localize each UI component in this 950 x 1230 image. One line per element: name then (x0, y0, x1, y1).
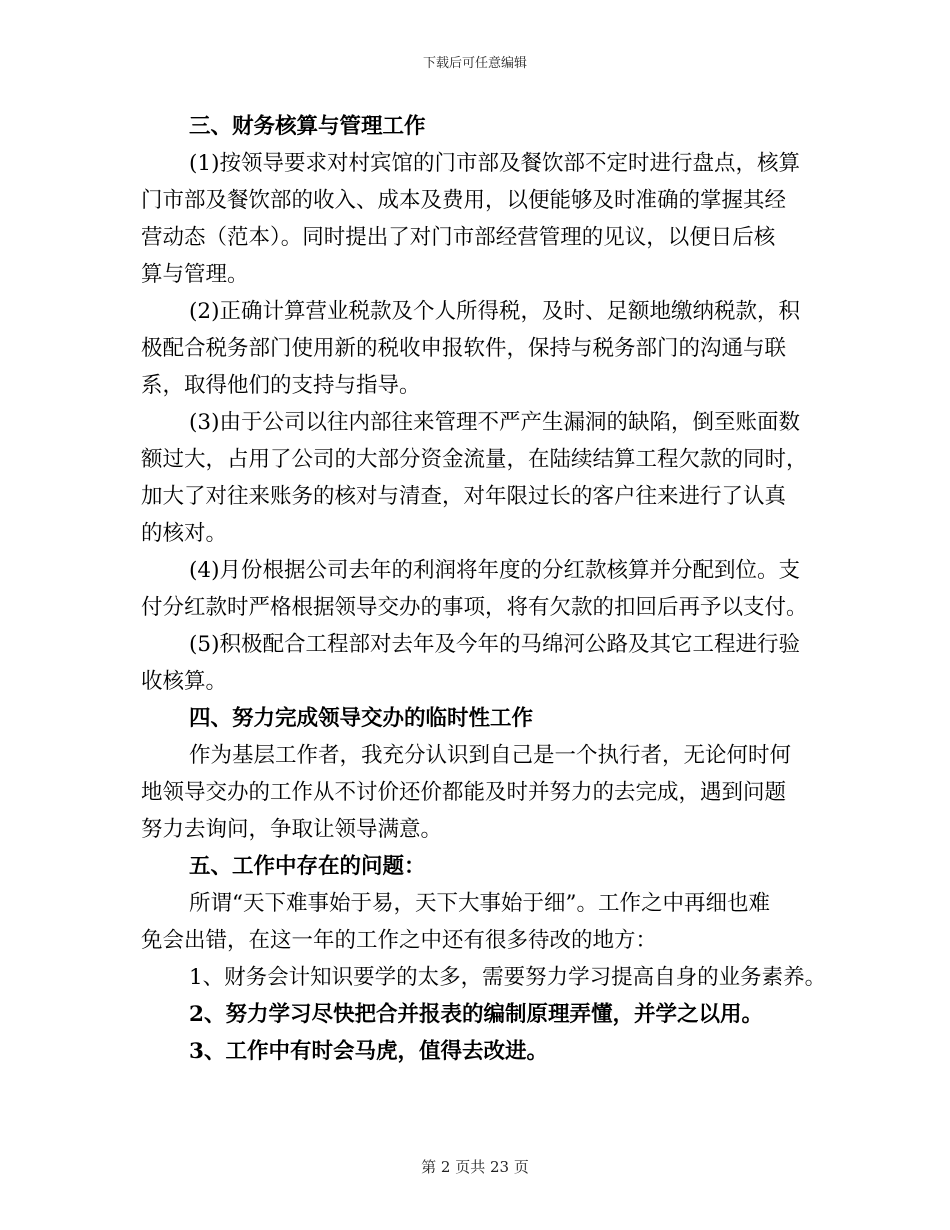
page-header: 下载后可任意编辑 (422, 56, 527, 71)
document-body (141, 108, 827, 1070)
paragraph-line: 努力去询问，争取让领导满意。 (141, 817, 443, 842)
section-heading-5: 五、工作中存在的问题： (189, 854, 426, 879)
list-item-2: 2、努力学习尽快把合并报表的编制原理弄懂，并学之以用。 (189, 1002, 763, 1027)
section-heading-3: 三、财务核算与管理工作 (189, 114, 426, 139)
paragraph-line: 算与管理。 (141, 262, 249, 287)
paragraph-line: 付分红款时严格根据领导交办的事项，将有欠款的扣回后再予以支付。 (141, 595, 808, 620)
paragraph-line: 加大了对往来账务的核对与清查，对年限过长的客户往来进行了认真 (141, 484, 787, 509)
paragraph-line: (1)按领导要求对村宾馆的门市部及餐饮部不定时进行盘点，核算 (189, 151, 800, 176)
paragraph-line: 额过大，占用了公司的大部分资金流量，在陆续结算工程欠款的同时， (141, 447, 808, 472)
paragraph-line: 所谓“天下难事始于易，天下大事始于细”。工作之中再细也难 (189, 891, 770, 916)
paragraph-line: (3)由于公司以往内部往来管理不严产生漏洞的缺陷，倒至账面数 (189, 410, 800, 435)
paragraph-line: (2)正确计算营业税款及个人所得税，及时、足额地缴纳税款，积 (189, 299, 800, 324)
paragraph-line: 免会出错，在这一年的工作之中还有很多待改的地方： (141, 928, 658, 953)
paragraph-line: 作为基层工作者，我充分认识到自己是一个执行者，无论何时何 (189, 743, 792, 768)
page-footer: 第 2 页共 23 页 (421, 1158, 529, 1176)
section-heading-4: 四、努力完成领导交办的临时性工作 (189, 706, 534, 731)
paragraph-line: 营动态（范本）。同时提出了对门市部经营管理的见议，以便日后核 (141, 225, 776, 250)
paragraph-line: (5)积极配合工程部对去年及今年的马绵河公路及其它工程进行验 (189, 632, 800, 657)
list-item-1: 1、财务会计知识要学的太多，需要努力学习提高自身的业务素养。 (189, 965, 827, 990)
paragraph-line: (4)月份根据公司去年的利润将年度的分红款核算并分配到位。支 (189, 558, 800, 583)
paragraph-line: 极配合税务部门使用新的税收申报软件，保持与税务部门的沟通与联 (141, 336, 787, 361)
list-item-3: 3、工作中有时会马虎，值得去改进。 (189, 1039, 548, 1064)
paragraph-line: 系，取得他们的支持与指导。 (141, 373, 421, 398)
paragraph-line: 门市部及餐饮部的收入、成本及费用，以便能够及时准确的掌握其经 (141, 188, 787, 213)
paragraph-line: 收核算。 (141, 669, 228, 694)
paragraph-line: 地领导交办的工作从不讨价还价都能及时并努力的去完成，遇到问题 (141, 780, 787, 805)
paragraph-line: 的核对。 (141, 521, 228, 546)
